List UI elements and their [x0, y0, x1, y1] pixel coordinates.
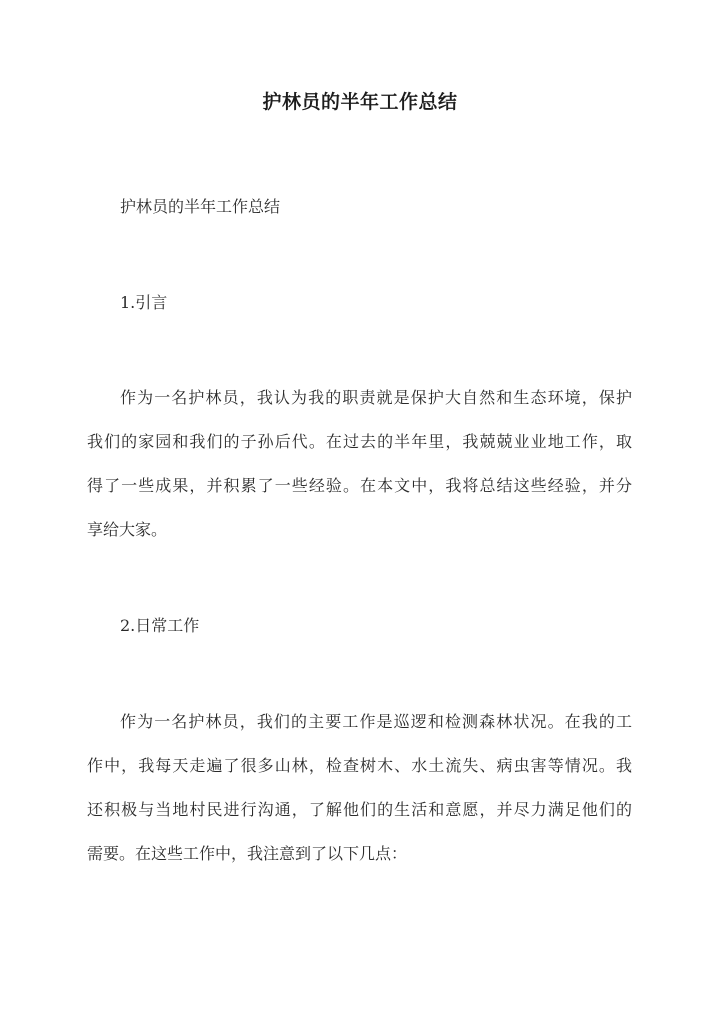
- paragraph-line: 还积极与当地村民进行沟通，了解他们的生活和意愿，并尽力满足他们的: [87, 800, 632, 819]
- paragraph-line: 享给大家。: [87, 520, 168, 539]
- document-subtitle: 护林员的半年工作总结: [120, 197, 281, 216]
- section-heading-daily-work: 2.日常工作: [120, 616, 200, 635]
- section-heading-introduction: 1.引言: [120, 293, 168, 312]
- document-title: 护林员的半年工作总结: [262, 91, 458, 113]
- paragraph-line: 作为一名护林员，我认为我的职责就是保护大自然和生态环境，保护: [120, 388, 632, 407]
- paragraph-line: 需要。在这些工作中，我注意到了以下几点：: [87, 844, 408, 863]
- paragraph-line: 得了一些成果，并积累了一些经验。在本文中，我将总结这些经验，并分: [87, 476, 632, 495]
- paragraph-line: 我们的家园和我们的子孙后代。在过去的半年里，我兢兢业业地工作，取: [87, 432, 632, 451]
- paragraph-line: 作中，我每天走遍了很多山林，检查树木、水土流失、病虫害等情况。我: [87, 756, 632, 775]
- paragraph-line: 作为一名护林员，我们的主要工作是巡逻和检测森林状况。在我的工: [120, 712, 632, 731]
